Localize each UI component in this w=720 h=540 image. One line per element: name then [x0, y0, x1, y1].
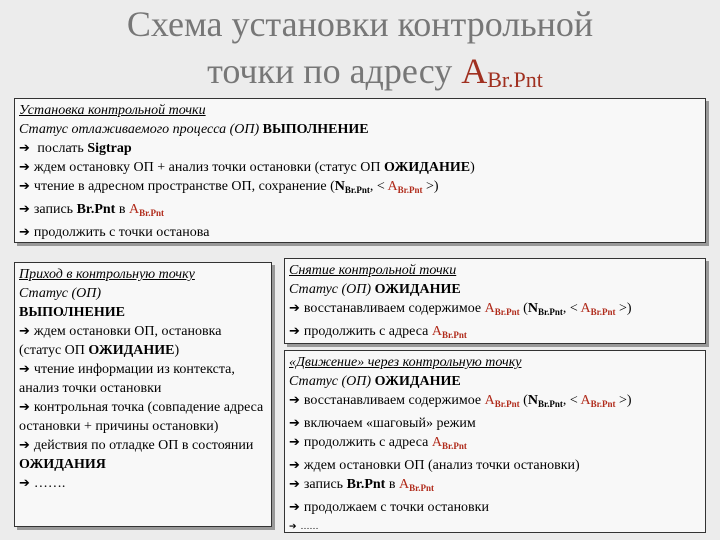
list-item: ➔ чтение информации из контекста, анализ точки остановки — [19, 362, 235, 396]
arrow-right-icon: ➔ — [289, 393, 300, 408]
status-line: Статус отлаживаемого процесса (ОП) ВЫПОЛНЕНИЕ — [19, 122, 369, 137]
list-item: ➔ продолжить с адреса $A_{Br.Pnt}$ — [289, 435, 467, 451]
list-item: ➔ восстанавливаем содержимое $A_{Br.Pnt}$ ($N_{Br.Pnt}$, < $A_{Br.Pnt}$ >) — [289, 301, 632, 317]
title-line-1: Схема установки контрольной — [126, 4, 594, 44]
list-item: ➔ послать Sigtrap — [19, 141, 132, 156]
step-through-breakpoint-box — [284, 350, 706, 533]
list-item: ➔ продолжить с точки останова — [19, 225, 210, 240]
list-item: ➔ восстанавливаем содержимое $A_{Br.Pnt}$ ($N_{Br.Pnt}$, < $A_{Br.Pnt}$ >) — [289, 393, 632, 409]
status-line: Статус (ОП) ОЖИДАНИЕ — [289, 374, 461, 389]
arrow-right-icon: ➔ — [289, 500, 300, 515]
list-item: ➔ действия по отладке ОП в состоянии ОЖИДАНИЯ — [19, 438, 254, 472]
arrow-right-icon: ➔ — [19, 438, 30, 453]
box-heading: Снятие контрольной точки — [289, 263, 457, 278]
arrow-right-icon: ➔ — [289, 477, 300, 492]
reach-breakpoint-box — [14, 262, 272, 527]
list-item: ➔ ждем остановки ОП (анализ точки остановки) — [289, 458, 580, 473]
arrow-right-icon: ➔ — [19, 400, 30, 415]
arrow-right-icon: ➔ — [19, 160, 30, 175]
list-item: ➔ …… — [289, 521, 319, 532]
list-item: ➔ запись Br.Pnt в $A_{Br.Pnt}$ — [19, 202, 165, 218]
list-item: ➔ чтение в адресном пространстве ОП, сохранение ($N_{Br.Pnt}$, < $A_{Br.Pnt}$ >) — [19, 179, 439, 195]
arrow-right-icon: ➔ — [289, 324, 300, 339]
status-line: Статус (ОП) ОЖИДАНИЕ — [289, 282, 461, 297]
arrow-right-icon: ➔ — [19, 179, 30, 194]
list-item: ➔ включаем «шаговый» режим — [289, 416, 476, 431]
arrow-right-icon: ➔ — [289, 522, 297, 532]
list-item: ➔ контрольная точка (совпадение адреса остановки + причины остановки) — [19, 400, 264, 434]
set-breakpoint-box — [14, 98, 706, 243]
list-item: ➔ запись Br.Pnt в $A_{Br.Pnt}$ — [289, 477, 435, 493]
list-item: ➔ ждем остановки ОП, остановка (статус ОП ОЖИДАНИЕ) — [19, 324, 222, 358]
arrow-right-icon: ➔ — [289, 301, 300, 316]
list-item: ➔ ……. — [19, 476, 66, 491]
box-heading: Установка контрольной точки — [19, 103, 206, 118]
arrow-right-icon: ➔ — [19, 362, 30, 377]
arrow-right-icon: ➔ — [19, 225, 30, 240]
arrow-right-icon: ➔ — [289, 458, 300, 473]
status-label: Статус (ОП) — [19, 286, 102, 301]
list-item: ➔ продолжить с адреса $A_{Br.Pnt}$ — [289, 324, 467, 340]
arrow-right-icon: ➔ — [19, 324, 30, 339]
title-line-2: точки по адресу $A_{Br.Pnt}$ — [207, 51, 543, 92]
arrow-right-icon: ➔ — [19, 202, 30, 217]
arrow-right-icon: ➔ — [289, 416, 300, 431]
arrow-right-icon: ➔ — [19, 141, 30, 156]
list-item: ➔ ждем остановку ОП + анализ точки остановки (статус ОП ОЖИДАНИЕ) — [19, 160, 475, 175]
arrow-right-icon: ➔ — [289, 435, 300, 450]
arrow-right-icon: ➔ — [19, 476, 30, 491]
list-item: ➔ продолжаем с точки остановки — [289, 500, 489, 515]
box-heading: «Движение» через контрольную точку — [289, 355, 522, 370]
remove-breakpoint-box — [284, 258, 706, 344]
status-value: ВЫПОЛНЕНИЕ — [19, 305, 125, 320]
box-heading: Приход в контрольную точку — [19, 267, 195, 282]
